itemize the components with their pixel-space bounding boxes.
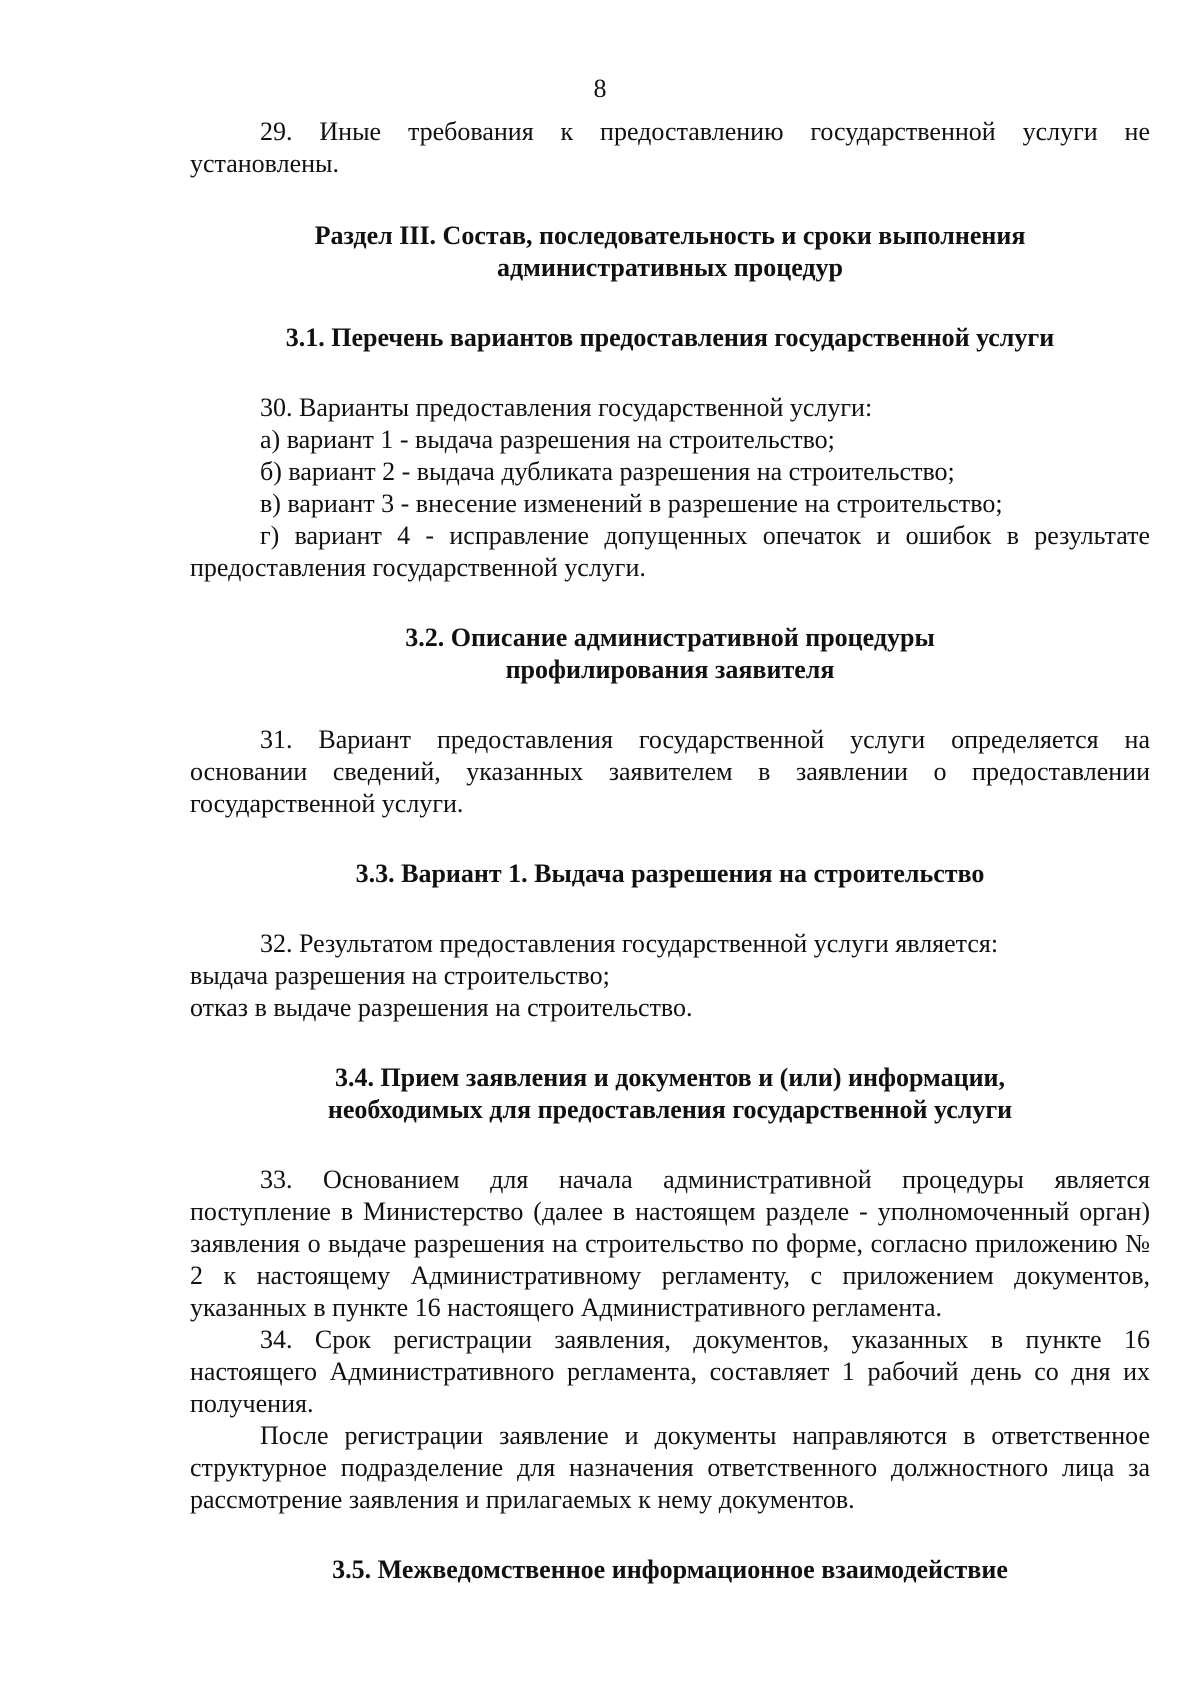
subsection-3-2-title-line-2: профилирования заявителя: [505, 655, 835, 684]
subsection-3-2-title-line-1: 3.2. Описание административной процедуры: [405, 623, 935, 652]
paragraph-31: 31. Вариант предоставления государственной услуги определяется на основании сведений, указанных заявителем в заявлении о предоставлении государственной услуги.: [190, 725, 1150, 818]
subsection-3-5-title: 3.5. Межведомственное информационное взаимодействие: [332, 1555, 1008, 1584]
variant-item-a: а) вариант 1 - выдача разрешения на строительство;: [260, 425, 835, 454]
paragraph-29: 29. Иные требования к предоставлению государственной услуги не установлены.: [190, 117, 1150, 178]
section-3-title-line-1: Раздел III. Состав, последовательность и сроки выполнения: [314, 221, 1026, 250]
subsection-3-4-title-line-2: необходимых для предоставления государственной услуги: [327, 1095, 1013, 1124]
variant-item-d: г) вариант 4 - исправление допущенных опечаток и ошибок в результате предоставления государственной услуги.: [190, 521, 1150, 582]
paragraph-34: 34. Срок регистрации заявления, документов, указанных в пункте 16 настоящего Административного регламента, составляет 1 рабочий день со дня их получения.: [190, 1325, 1150, 1418]
paragraph-32: 32. Результатом предоставления государственной услуги является:: [260, 929, 999, 958]
result-line-refusal: отказ в выдаче разрешения на строительство.: [190, 993, 693, 1022]
result-line-issue: выдача разрешения на строительство;: [190, 961, 610, 990]
subsection-3-3-title: 3.3. Вариант 1. Выдача разрешения на строительство: [355, 859, 985, 888]
variant-item-c: в) вариант 3 - внесение изменений в разрешение на строительство;: [260, 489, 1003, 518]
page-number: 8: [593, 74, 607, 103]
subsection-3-4-title-line-1: 3.4. Прием заявления и документов и (или) информации,: [334, 1063, 1006, 1092]
subsection-3-1-title: 3.1. Перечень вариантов предоставления государственной услуги: [285, 323, 1055, 352]
variant-item-b: б) вариант 2 - выдача дубликата разрешения на строительство;: [260, 457, 955, 486]
paragraph-33: 33. Основанием для начала административной процедуры является поступление в Министерство (далее в настоящем разделе - уполномоченный орган) заявления о выдаче разрешения на строительство по форме, согласно приложению № 2 к настоящему Административному регламенту, с приложением документов, указанных в пункте 16 настоящего Административного регламента.: [190, 1165, 1150, 1322]
section-3-title-line-2: административных процедур: [496, 253, 844, 282]
paragraph-30: 30. Варианты предоставления государственной услуги:: [260, 393, 873, 422]
paragraph-34-continuation: После регистрации заявление и документы направляются в ответственное структурное подразделение для назначения ответственного должностного лица за рассмотрение заявления и прилагаемых к нему документов.: [190, 1421, 1150, 1514]
document-body: [190, 116, 1150, 1586]
